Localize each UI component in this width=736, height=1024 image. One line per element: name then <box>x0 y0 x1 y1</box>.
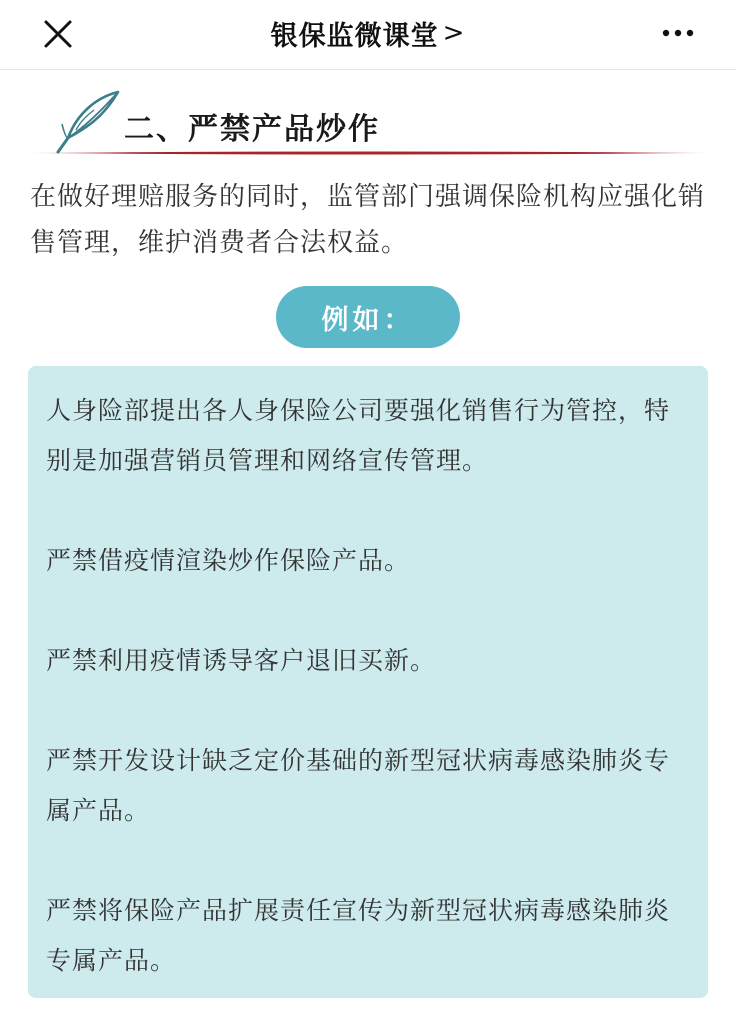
more-icon <box>658 18 698 48</box>
section-divider <box>30 150 710 156</box>
chevron-right-icon: > <box>442 18 466 48</box>
top-bar <box>0 0 736 70</box>
example-item: 严禁借疫情渲染炒作保险产品。 <box>46 546 411 575</box>
example-label: 例如： <box>276 286 460 348</box>
example-item: 严禁开发设计缺乏定价基础的新型冠状病毒感染肺炎专属产品。 <box>46 746 671 825</box>
section-title: 二、严禁产品炒作 <box>124 112 380 147</box>
page-title-link[interactable] <box>0 0 736 66</box>
example-item: 严禁利用疫情诱导客户退旧买新。 <box>46 646 437 675</box>
example-item: 人身险部提出各人身保险公司要强化销售行为管控，特别是加强营销员管理和网络宣传管理。 <box>46 396 671 475</box>
example-item: 严禁将保险产品扩展责任宣传为新型冠状病毒感染肺炎专属产品。 <box>46 896 671 975</box>
more-button[interactable] <box>658 18 698 48</box>
intro-paragraph: 在做好理赔服务的同时，监管部门强调保险机构应强化销售管理，维护消费者合法权益。 <box>30 182 706 258</box>
section-header <box>30 86 710 158</box>
page-title: 银保监微课堂 <box>270 20 439 52</box>
example-box <box>28 366 708 998</box>
feather-icon <box>50 86 128 156</box>
